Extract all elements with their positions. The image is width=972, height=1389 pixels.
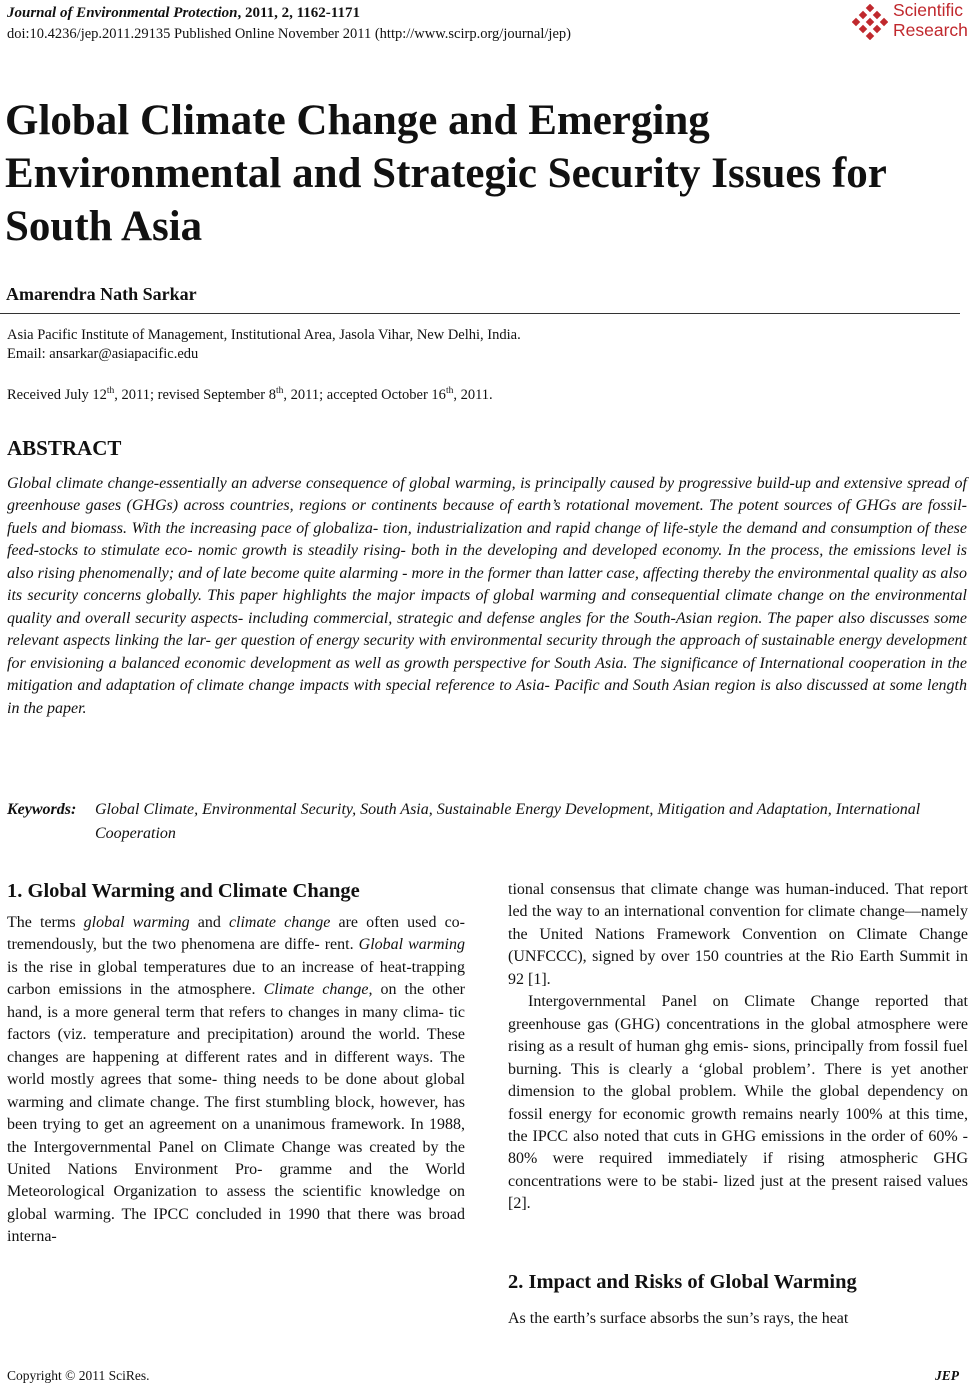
footer-journal-abbr: JEP <box>935 1368 960 1383</box>
abstract-heading: ABSTRACT <box>7 436 122 460</box>
section-1-heading: 1. Global Warming and Climate Change <box>7 880 360 902</box>
author-email: Email: ansarkar@asiapacific.edu <box>7 346 199 362</box>
footer-copyright: Copyright © 2011 SciRes. <box>7 1368 150 1383</box>
term-italic: global warming <box>83 914 190 931</box>
section-2-heading: 2. Impact and Risks of Global Warming <box>508 1271 857 1293</box>
right-paragraph-1: tional consensus that climate change was human-induced. That report led the way to an international convention for climate change—namely the United Nations Framework Convention on Climate Change (UNFCCC), signed by over 150 countries at the Rio Earth Summit in 92 [1]. <box>508 881 968 988</box>
ordinal-suffix: th <box>106 386 115 396</box>
journal-citation <box>7 3 360 23</box>
keywords-label: Keywords: <box>7 801 77 818</box>
keywords-list: Global Climate, Environmental Security, South Asia, Sustainable Energy Development, Mitigation and Adaptation, International Cooperation <box>95 801 921 842</box>
title-line-1: Global Climate Change and Emerging <box>5 97 710 144</box>
body-text: are often used co-tremendously, but the two phenomena are diffe- rent. <box>7 914 466 954</box>
article-title <box>5 94 965 253</box>
journal-name: Journal of Environmental Protection <box>7 5 238 21</box>
body-text: The terms <box>7 914 84 931</box>
section-1-paragraph <box>7 912 465 1249</box>
header-divider <box>0 313 960 314</box>
body-text: on the other hand, is a more general term that refers to changes in many clima- tic factors (viz. temperature and precipitation) around the world. These changes are happening at different rates and in different ways. The world mostly agrees that some- thing needs to be done about global warming and climate change. The first stumbling block, however, has been trying to get an agreement on a unanimous framework. In 1988, the Intergovernmental Panel on Climate Change was created by the United Nations Environment Pro- gramme and the World Meteorological Organization to assess the scientific knowledge on global warming. The IPCC concluded in 1990 that there was broad interna- <box>7 981 466 1246</box>
abstract-body: Global climate change-essentially an adverse consequence of global warming, is principally caused by progressive build-up and extensive spread of greenhouse gases (GHGs) across countries, regions or continents because of earth’s rotational movement. The potent sources of GHGs are fossil-fuels and biomass. With the increasing pace of globaliza- tion, industrialization and rapid change of life-style the demand and consumption of these feed-stocks to stimulate eco- nomic growth is steadily rising- both in the developing and developed economy. In the process, the emissions level is also rising phenomenally; and of late become quite alarming - more in the former than latter case, affecting thereby the environmental quality as also its security concerns globally. This paper highlights the major impacts of global warming and consequential climate change on the environmental quality and overall security aspects- including commercial, strategic and defense angles for the South-Asian region. The paper also discusses some relevant aspects linking the lar- ger question of energy security with environmental security through the approach of sustainable energy development for envisioning a balanced economic development as well as growth perspective for South Asia. The significance of International cooperation in the mitigation and adaptation of climate change impacts with special reference to Asia- Pacific and South Asian region is also discussed at some length in the paper. <box>7 475 967 717</box>
year-text: , 2011. <box>453 387 493 403</box>
right-paragraph-2: Intergovernmental Panel on Climate Change reported that greenhouse gas (GHG) concentrations in the global atmosphere were rising as a result of human ghg emis- sions, principally from fossil fuel burning. This is clearly a ‘global problem’. There is yet another dimension to the global problem. While the global dependency on fossil energy for economic growth remains nearly 100% at this time, the IPCC also noted that cuts in GHG emissions in the order of 60% - 80% were required immediately if rising atmospheric GHG concentrations were to be stabi- lized just at the present raised values [2]. <box>508 993 968 1213</box>
scientific-research-logo-mark <box>852 4 888 40</box>
title-line-3: South Asia <box>5 203 203 250</box>
title-line-2: Environmental and Strategic Security Issues for <box>5 150 887 197</box>
term-italic: Global warming <box>358 936 466 954</box>
right-column <box>508 879 968 1216</box>
author-affiliation: Asia Pacific Institute of Management, Institutional Area, Jasola Vihar, New Delhi, India. <box>7 327 521 343</box>
left-column <box>7 912 465 1249</box>
accepted-text: , 2011; accepted October 16 <box>283 387 446 403</box>
revised-text: , 2011; revised September 8 <box>114 387 277 403</box>
logo-word-research: Research <box>893 20 968 40</box>
received-dates <box>7 385 493 407</box>
ordinal-suffix: th <box>276 386 284 396</box>
doi-line: doi:10.4236/jep.2011.29135 Published Online November 2011 (http://www.scirp.org/journal/jep) <box>7 26 571 42</box>
body-text: and <box>189 914 229 931</box>
section-2-paragraph: As the earth’s surface absorbs the sun’s rays, the heat <box>508 1310 849 1327</box>
body-text: is the rise in global temperatures due to an increase of heat-trapping carbon emissions in the atmosphere. <box>7 958 465 999</box>
term-italic: Climate change, <box>263 981 373 999</box>
received-text: Received July 12 <box>7 387 107 403</box>
journal-volume: , 2011, 2, 1162-1171 <box>237 5 360 21</box>
logo-word-scientific: Scientific <box>893 0 964 20</box>
section-2-body <box>508 1308 968 1330</box>
author-name: Amarendra Nath Sarkar <box>6 284 197 304</box>
ordinal-suffix: th <box>445 386 454 396</box>
publisher-logo <box>852 0 972 46</box>
term-italic: climate change <box>228 914 331 931</box>
